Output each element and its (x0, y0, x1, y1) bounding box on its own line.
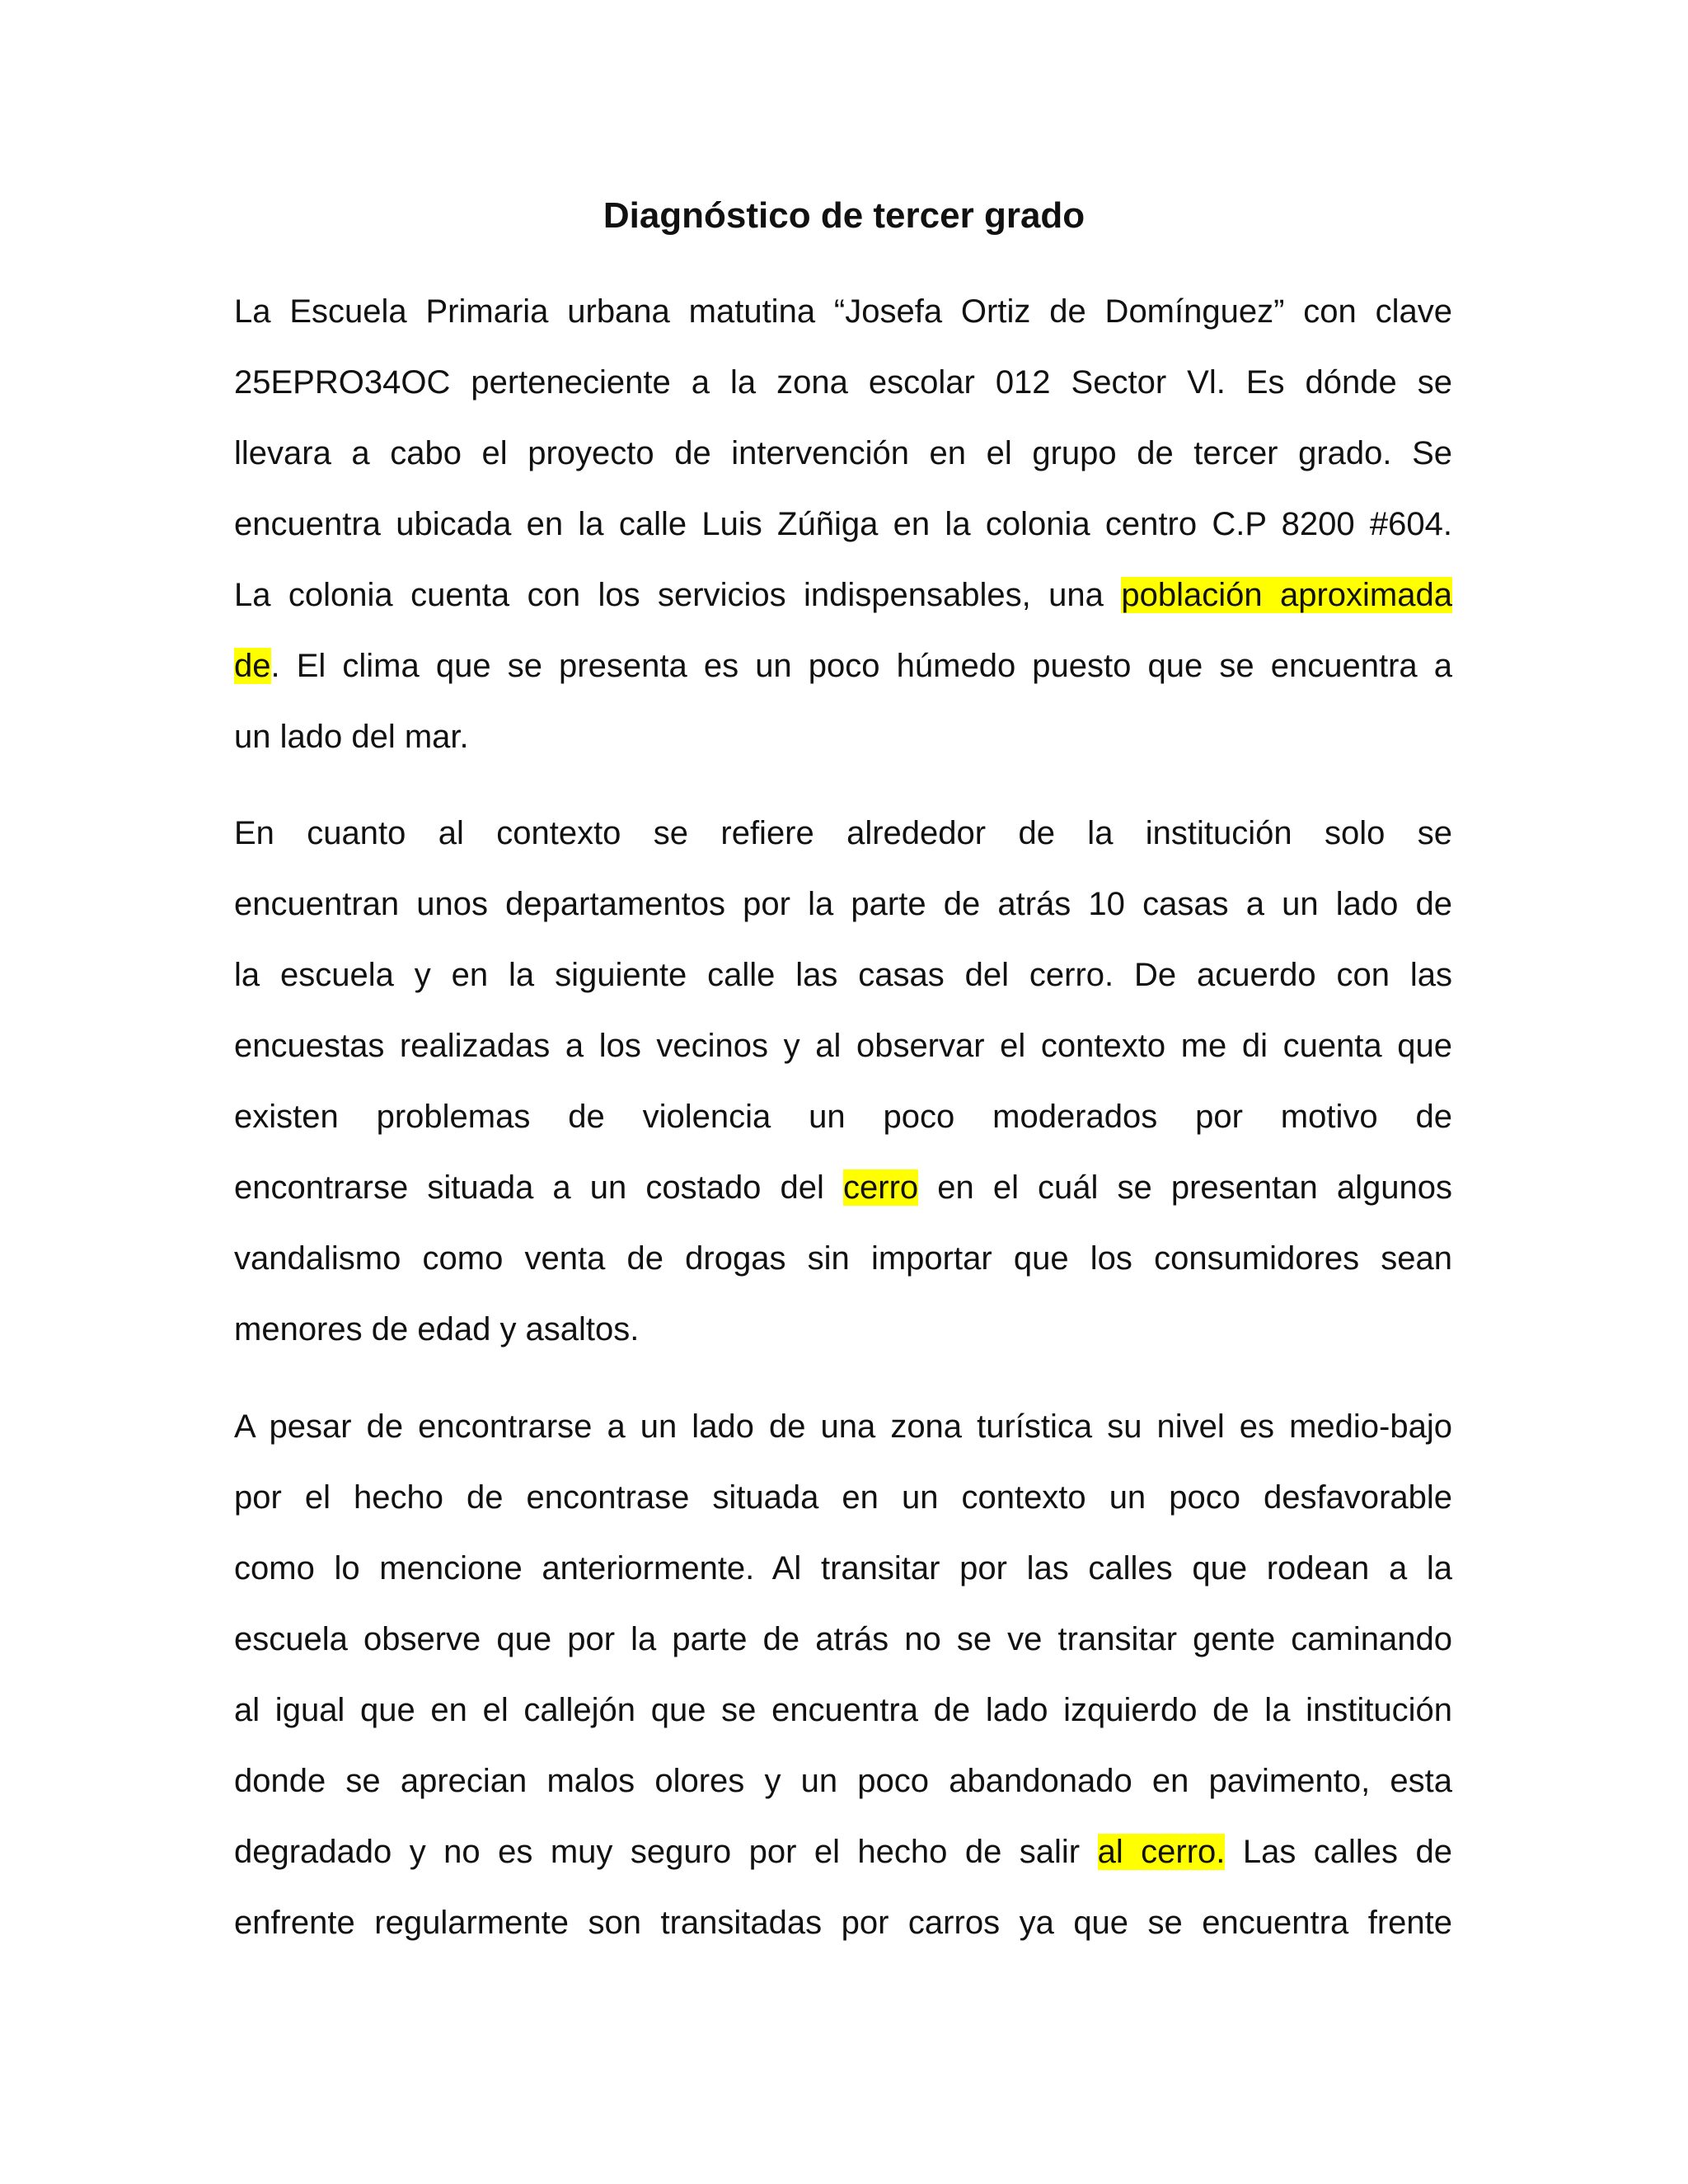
paragraph-1 (234, 276, 1452, 772)
paragraph-line: La colonia cuenta con los servicios indispensables, una población aproximada (234, 577, 1452, 613)
paragraph-line: encuentran unos departamentos por la parte de atrás 10 casas a un lado de (234, 886, 1452, 922)
highlighted-text: cerro (843, 1169, 919, 1206)
paragraph-line: encontrarse situada a un costado del cerro en el cuál se presentan algunos (234, 1169, 1452, 1206)
paragraph-line: En cuanto al contexto se refiere alrededor de la institución solo se (234, 815, 1452, 851)
paragraph-3 (234, 1391, 1452, 1958)
paragraph-line: llevara a cabo el proyecto de intervención en el grupo de tercer grado. Se (234, 435, 1452, 471)
paragraph-line: vandalismo como venta de drogas sin importar que los consumidores sean (234, 1240, 1452, 1277)
paragraph-line: por el hecho de encontrase situada en un contexto un poco desfavorable (234, 1479, 1452, 1516)
paragraph-line: 25EPRO34OC perteneciente a la zona escolar 012 Sector Vl. Es dónde se (234, 364, 1452, 401)
paragraph-line: existen problemas de violencia un poco moderados por motivo de (234, 1099, 1452, 1135)
paragraph-line: al igual que en el callejón que se encuentra de lado izquierdo de la institución (234, 1692, 1452, 1728)
paragraph-line: La Escuela Primaria urbana matutina “Josefa Ortiz de Domínguez” con clave (234, 293, 1452, 330)
paragraph-line: degradado y no es muy seguro por el hecho de salir al cerro. Las calles de (234, 1834, 1452, 1870)
paragraph-line: la escuela y en la siguiente calle las casas del cerro. De acuerdo con las (234, 957, 1452, 993)
paragraph-line: como lo mencione anteriormente. Al transitar por las calles que rodean a la (234, 1550, 1452, 1586)
highlighted-text: población aproximada (1121, 577, 1452, 613)
highlighted-text: de (234, 648, 271, 684)
paragraph-line: A pesar de encontrarse a un lado de una zona turística su nivel es medio-bajo (234, 1408, 1452, 1445)
paragraph-line: encuestas realizadas a los vecinos y al observar el contexto me di cuenta que (234, 1028, 1452, 1064)
paragraph-line: menores de edad y asaltos. (234, 1311, 640, 1347)
paragraph-2 (234, 798, 1452, 1365)
highlighted-text: al cerro. (1097, 1834, 1226, 1870)
paragraph-line: escuela observe que por la parte de atrás no se ve transitar gente caminando (234, 1621, 1452, 1657)
document-title: Diagnóstico de tercer grado (603, 195, 1085, 236)
paragraph-line: de. El clima que se presenta es un poco húmedo puesto que se encuentra a (234, 648, 1452, 684)
paragraph-line: encuentra ubicada en la calle Luis Zúñiga en la colonia centro C.P 8200 #604. (234, 506, 1452, 542)
paragraph-line: enfrente regularmente son transitadas por carros ya que se encuentra frente (234, 1905, 1452, 1941)
paragraph-line: donde se aprecian malos olores y un poco abandonado en pavimento, esta (234, 1763, 1452, 1799)
paragraph-line: un lado del mar. (234, 719, 469, 755)
